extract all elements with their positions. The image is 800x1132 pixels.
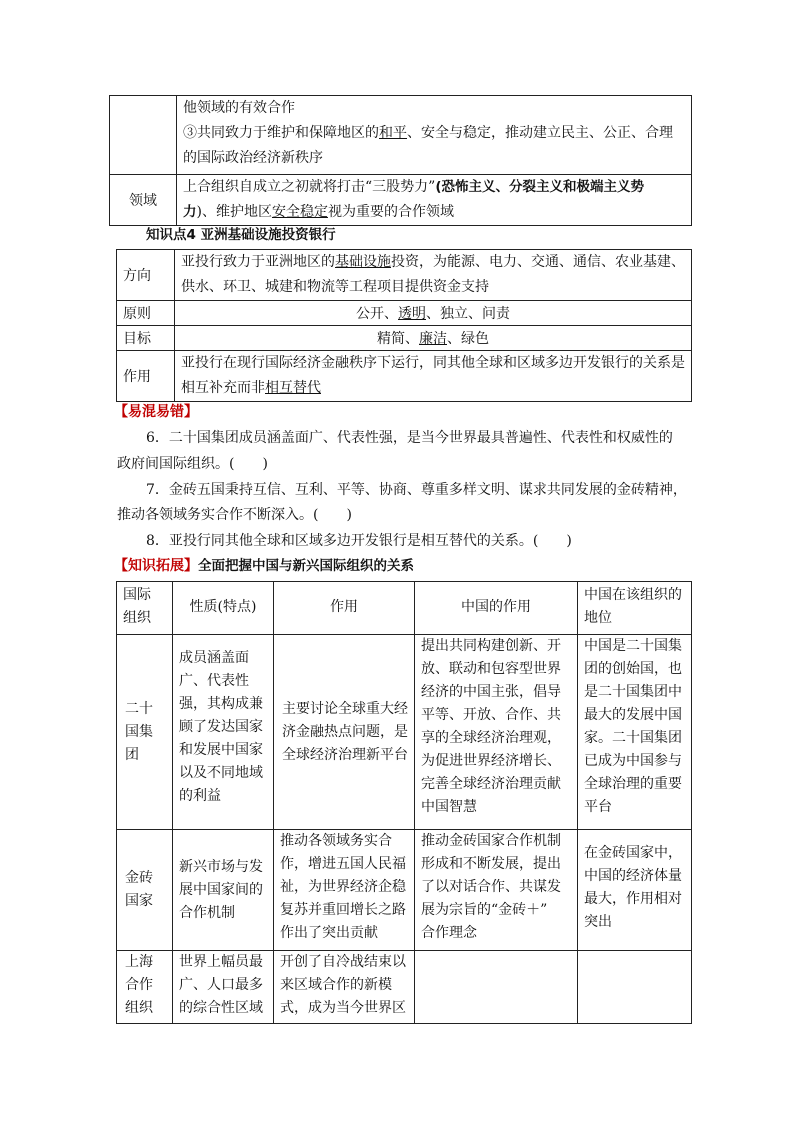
org-cell: 上海 合作 组织 xyxy=(117,951,173,1024)
underlined-term: 基础设施 xyxy=(335,254,391,270)
extension-heading: 【知识拓展】全面把握中国与新兴国际组织的关系 xyxy=(114,558,414,574)
sco-text-line: 他领域的有效合作 xyxy=(183,100,295,116)
table-row xyxy=(110,96,692,175)
role-cell: 主要讨论全球重大经 济金融热点问题，是 全球经济治理新平台 xyxy=(274,635,415,830)
question-7: 7．金砖五国秉持互信、互利、平等、协商、尊重多样文明、谋求共同发展的金砖精神， xyxy=(146,482,687,498)
content-cell: 公开、透明、独立、问责 xyxy=(175,301,692,326)
china-role-cell-empty xyxy=(415,951,578,1024)
table-row xyxy=(117,351,692,402)
sco-text-line: 力)、维护地区安全稳定视为重要的合作领域 xyxy=(183,204,454,220)
mistakes-heading: 【易混易错】 xyxy=(114,404,198,420)
row-label: 目标 xyxy=(117,326,175,351)
underlined-term: 和平 xyxy=(379,125,407,141)
row-label: 领域 xyxy=(110,175,177,226)
question-6: 6．二十国集团成员涵盖面广、代表性强，是当今世界最具普遍性、代表性和权威性的 xyxy=(146,430,673,446)
status-cell-empty xyxy=(578,951,692,1024)
table-header-row xyxy=(117,582,692,635)
table-row xyxy=(110,175,692,226)
role-cell: 推动各领域务实合 作，增进五国人民福 祉，为世界经济企稳 复苏并重回增长之路 作出了突出贡献 xyxy=(274,830,415,951)
header-china-role: 中国的作用 xyxy=(415,582,578,635)
header-role: 作用 xyxy=(274,582,415,635)
status-cell: 在金砖国家中， 中国的经济体量 最大，作用相对 突出 xyxy=(578,830,692,951)
underlined-term: 廉洁 xyxy=(419,331,447,347)
sco-table xyxy=(109,95,692,226)
content-cell: 精简、廉洁、绿色 xyxy=(175,326,692,351)
header-org: 国际 组织 xyxy=(117,582,173,635)
text-line: 相互补充而非相互替代 xyxy=(181,380,321,396)
china-role-cell: 提出共同构建创新、开 放、联动和包容型世界 经济的中国主张，倡导 平等、开放、合作、共 享的全球经济治理观， 为促进世界经济增长、 完善全球经济治理贡献 中国智慧 xyxy=(415,635,578,830)
sco-content-cell xyxy=(177,96,692,175)
china-role-cell: 推动金砖国家合作机制 形成和不断发展，提出 了以对话合作、共谋发 展为宗旨的“金砖＋” 合作理念 xyxy=(415,830,578,951)
sco-text-line: 的国际政治经济新秩序 xyxy=(183,150,323,166)
text-line: 亚投行致力于亚洲地区的基础设施投资，为能源、电力、交通、通信、农业基建、 xyxy=(181,254,685,270)
nature-cell: 成员涵盖面 广、代表性 强，其构成兼 顾了发达国家 和发展中国家 以及不同地域 的利益 xyxy=(173,635,274,830)
row-label: 方向 xyxy=(117,250,175,301)
question-8: 8．亚投行同其他全球和区域多边开发银行是相互替代的关系。( ) xyxy=(146,533,572,549)
row-label: 原则 xyxy=(117,301,175,326)
header-nature: 性质(特点) xyxy=(173,582,274,635)
table-row xyxy=(117,830,692,951)
org-cell: 二十 国集 团 xyxy=(117,635,173,830)
table-row xyxy=(117,301,692,326)
question-6-cont: 政府间国际组织。( ) xyxy=(117,456,268,472)
underlined-term: 相互替代 xyxy=(265,380,321,396)
table-row xyxy=(117,250,692,301)
content-cell xyxy=(175,250,692,301)
org-cell: 金砖 国家 xyxy=(117,830,173,951)
aiib-table xyxy=(116,249,692,402)
table-row xyxy=(117,635,692,830)
table-row xyxy=(117,951,692,1024)
underlined-term: 透明 xyxy=(398,306,426,322)
nature-cell: 世界上幅员最 广、人口最多 的综合性区域 xyxy=(173,951,274,1024)
role-cell: 开创了自冷战结束以 来区域合作的新模 式，成为当今世界区 xyxy=(274,951,415,1024)
nature-cell: 新兴市场与发 展中国家间的 合作机制 xyxy=(173,830,274,951)
text-line: 供水、环卫、城建和物流等工程项目提供资金支持 xyxy=(181,279,489,295)
sco-text-line: 上合组织自成立之初就将打击“三股势力”(恐怖主义、分裂主义和极端主义势 xyxy=(183,179,644,195)
question-7-cont: 推动各领域务实合作不断深入。( ) xyxy=(117,507,352,523)
underlined-term: 安全稳定 xyxy=(271,204,328,220)
table-row xyxy=(117,326,692,351)
organizations-table xyxy=(116,581,692,1024)
extension-title: 全面把握中国与新兴国际组织的关系 xyxy=(198,558,414,574)
header-status: 中国在该组织的 地位 xyxy=(578,582,692,635)
row-label: 作用 xyxy=(117,351,175,402)
sco-label-empty xyxy=(110,96,177,175)
status-cell: 中国是二十国集 团的创始国，也 是二十国集团中 最大的发展中国 家。二十国集团 已成为中国参与 全球治理的重要 平台 xyxy=(578,635,692,830)
sco-content-cell xyxy=(177,175,692,226)
text-line: 亚投行在现行国际经济金融秩序下运行，同其他全球和区域多边开发银行的关系是 xyxy=(181,355,685,371)
section-title: 知识点4 亚洲基础设施投资银行 xyxy=(146,227,336,243)
content-cell xyxy=(175,351,692,402)
sco-text-line: ③共同致力于维护和保障地区的和平、安全与稳定，推动建立民主、公正、合理 xyxy=(183,125,673,141)
